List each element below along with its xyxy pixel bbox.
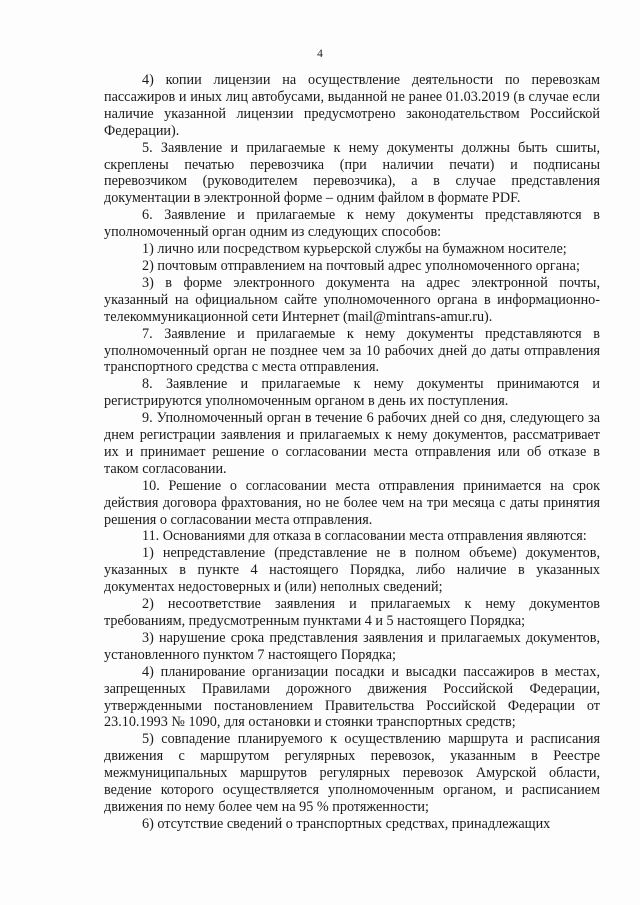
paragraph-6-submission-methods: 6. Заявление и прилагаемые к нему документы представляются в уполномоченный орган одним из следующих способов: xyxy=(104,207,600,241)
paragraph-5-binding-requirements: 5. Заявление и прилагаемые к нему документы должны быть сшиты, скреплены печатью перевозчика (при наличии печати) и подписаны перевозчиком (руководителем перевозчика), а в случае представления документации в электронной форме – одним файлом в формате PDF. xyxy=(104,139,600,207)
paragraph-11-refusal-grounds: 11. Основаниями для отказа в согласовании места отправления являются: xyxy=(142,528,587,545)
paragraph-7-deadline: 7. Заявление и прилагаемые к нему документы представляются в уполномоченный орган не позднее чем за 10 рабочих дней до даты отправления транспортного средства с места отправления. xyxy=(104,325,600,376)
paragraph-11-ground-6: 6) отсутствие сведений о транспортных средствах, принадлежащих xyxy=(142,815,551,832)
paragraph-11-ground-2: 2) несоответствие заявления и прилагаемых к нему документов требованиям, предусмотренным пунктами 4 и 5 настоящего Порядка; xyxy=(104,596,600,629)
paragraph-11-ground-5: 5) совпадение планируемого к осуществлению маршрута и расписания движения с маршрутом регулярных перевозок, указанным в Реестре межмуниципальных маршрутов регулярных перевозок Амурской области, ведение которого осуществляется уполномоченным органом, и расписанием движения по нему более чем на 95 % протяженности; xyxy=(104,731,600,815)
paragraph-6-method-1: 1) лично или посредством курьерской службы на бумажном носителе; xyxy=(142,241,567,258)
paragraph-11-ground-1: 1) непредставление (представление не в полном объеме) документов, указанных в пункте 4 настоящего Порядка, либо наличие в указанных документах недостоверных и (или) неполных сведений; xyxy=(104,545,600,596)
paragraph-9-review: 9. Уполномоченный орган в течение 6 рабочих дней со дня, следующего за днем регистрации заявления и прилагаемых к нему документов, рассматривает их и принимает решение о согласовании места отправления или об отказе в таком согласовании. xyxy=(104,410,600,477)
paragraph-11-ground-4: 4) планирование организации посадки и высадки пассажиров в местах, запрещенных Правилами дорожного движения Российской Федерации, утвержденными постановлением Правительства Российской Федерации от 23.10.1993 № 1090, для остановки и стоянки транспортных средств; xyxy=(104,663,600,731)
paragraph-6-method-2: 2) почтовым отправлением на почтовый адрес уполномоченного органа; xyxy=(142,257,580,274)
paragraph-11-ground-3: 3) нарушение срока представления заявления и прилагаемых документов, установленного пунктом 7 настоящего Порядка; xyxy=(104,629,600,663)
paragraph-item-4-license: 4) копии лицензии на осуществление деятельности по перевозкам пассажиров и иных лиц автобусами, выданной не ранее 01.03.2019 (в случае если наличие указанной лицензии предусмотрено законодательством Российской Федерации). xyxy=(104,72,600,139)
paragraph-6-method-3: 3) в форме электронного документа на адрес электронной почты, указанный на официальном сайте уполномоченного органа в информационно-телекоммуникационной сети Интернет (mail@mintrans-amur.ru). xyxy=(104,274,600,325)
document-body xyxy=(104,72,600,833)
paragraph-8-registration: 8. Заявление и прилагаемые к нему документы принимаются и регистрируются уполномоченным органом в день их поступления. xyxy=(104,376,600,410)
paragraph-10-decision-term: 10. Решение о согласовании места отправления принимается на срок действия договора фрахтования, но не более чем на три месяца с даты принятия решения о согласовании места отправления. xyxy=(104,477,600,528)
page-number: 4 xyxy=(317,48,323,60)
